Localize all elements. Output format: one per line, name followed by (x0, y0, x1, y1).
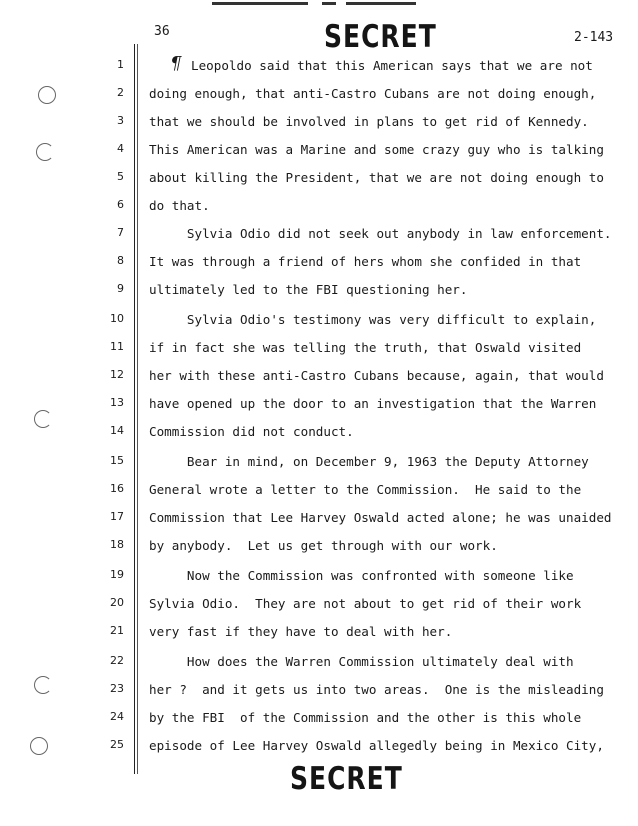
line-number: 18 (110, 538, 124, 551)
line-number: 25 (110, 738, 124, 751)
line-number: 5 (117, 170, 124, 183)
line-number: 2 (117, 86, 124, 99)
page-number: 36 (154, 24, 170, 39)
transcript-line: if in fact she was telling the truth, that Oswald visited (149, 340, 582, 355)
transcript-line: by anybody. Let us get through with our work. (149, 538, 498, 553)
line-number: 15 (110, 454, 124, 467)
line-number: 8 (117, 254, 124, 267)
line-number: 21 (110, 624, 124, 637)
transcript-line: Sylvia Odio did not seek out anybody in law enforcement. (149, 226, 612, 241)
transcript-line: Commission did not conduct. (149, 424, 354, 439)
transcript-line: her with these anti-Castro Cubans because, again, that would (149, 368, 604, 383)
binder-hole-icon (30, 737, 48, 755)
margin-rule-inner (137, 44, 138, 774)
top-edge-marks (212, 0, 452, 8)
transcript-line: How does the Warren Commission ultimately deal with (149, 654, 574, 669)
transcript-line: Bear in mind, on December 9, 1963 the Deputy Attorney (149, 454, 589, 469)
transcript-line: doing enough, that anti-Castro Cubans are not doing enough, (149, 86, 597, 101)
classification-stamp-top: SECRET (324, 18, 437, 55)
transcript-line: General wrote a letter to the Commission. He said to the (149, 482, 582, 497)
transcript-line: Sylvia Odio's testimony was very difficult to explain, (149, 312, 597, 327)
binder-hole-icon (36, 143, 54, 161)
document-id: 2-143 (574, 30, 614, 45)
transcript-line: Now the Commission was confronted with someone like (149, 568, 574, 583)
classification-stamp-bottom: SECRET (290, 760, 403, 797)
transcript-line: ultimately led to the FBI questioning her. (149, 282, 468, 297)
transcript-line: by the FBI of the Commission and the other is this whole (149, 710, 582, 725)
binder-hole-icon (34, 676, 52, 694)
transcript-line: Commission that Lee Harvey Oswald acted alone; he was unaided (149, 510, 612, 525)
transcript-line: Sylvia Odio. They are not about to get rid of their work (149, 596, 582, 611)
transcript-line: This American was a Marine and some crazy guy who is talking (149, 142, 604, 157)
transcript-line: Leopoldo said that this American says that we are not (191, 58, 593, 73)
line-number: 23 (110, 682, 124, 695)
line-number: 3 (117, 114, 124, 127)
line-number: 7 (117, 226, 124, 239)
transcript-line: her ? and it gets us into two areas. One is the misleading (149, 682, 604, 697)
line-number: 24 (110, 710, 124, 723)
line-number: 13 (110, 396, 124, 409)
line-number: 9 (117, 282, 124, 295)
transcript-line: about killing the President, that we are not doing enough to (149, 170, 604, 185)
transcript-line: very fast if they have to deal with her. (149, 624, 453, 639)
line-number: 20 (110, 596, 124, 609)
margin-rule (134, 44, 135, 774)
line-number: 19 (110, 568, 124, 581)
transcript-line: that we should be involved in plans to get rid of Kennedy. (149, 114, 589, 129)
handwritten-paragraph-mark: ¶ (170, 53, 182, 74)
binder-hole-icon (38, 86, 56, 104)
line-number: 17 (110, 510, 124, 523)
line-number: 4 (117, 142, 124, 155)
binder-hole-icon (34, 410, 52, 428)
line-number: 10 (110, 312, 124, 325)
line-number: 6 (117, 198, 124, 211)
line-number: 12 (110, 368, 124, 381)
line-number: 11 (110, 340, 124, 353)
transcript-line: have opened up the door to an investigation that the Warren (149, 396, 597, 411)
line-number: 22 (110, 654, 124, 667)
line-number: 16 (110, 482, 124, 495)
line-number: 14 (110, 424, 124, 437)
line-number: 1 (117, 58, 124, 71)
transcript-line: episode of Lee Harvey Oswald allegedly being in Mexico City, (149, 738, 604, 753)
transcript-line: do that. (149, 198, 210, 213)
transcript-line: It was through a friend of hers whom she confided in that (149, 254, 582, 269)
